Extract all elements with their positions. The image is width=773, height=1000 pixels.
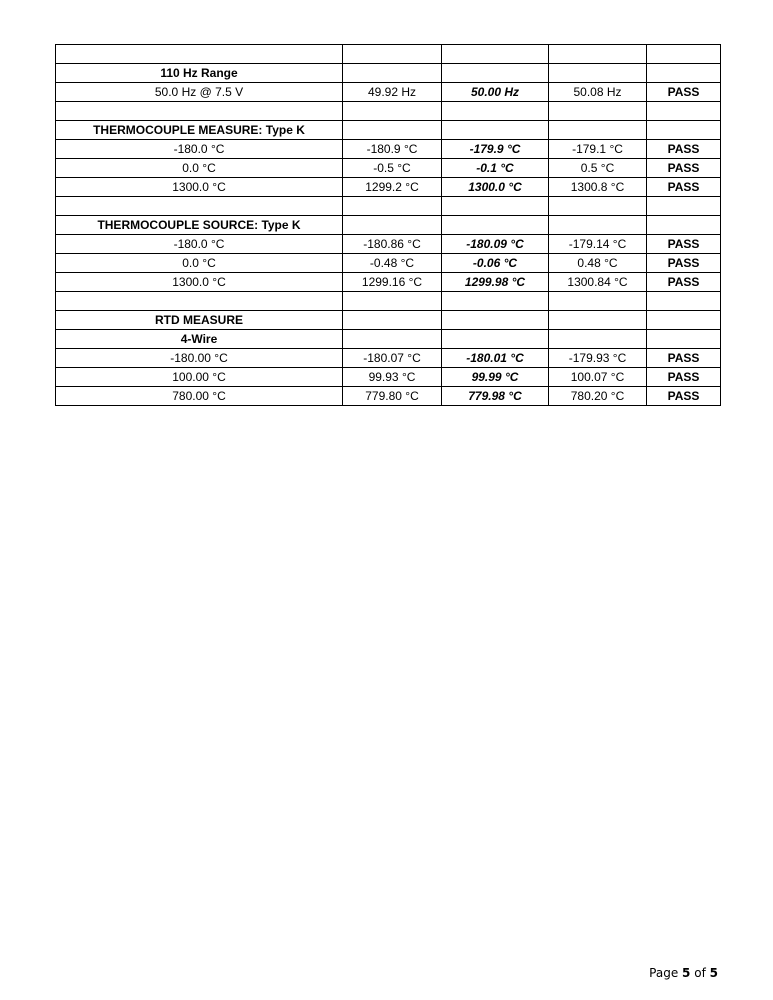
lower-limit-cell: -0.48 °C — [343, 254, 442, 273]
measured-value-cell: 99.99 °C — [442, 368, 549, 387]
test-point-cell — [56, 197, 343, 216]
blank-row — [56, 197, 721, 216]
upper-limit-cell: 50.08 Hz — [549, 83, 647, 102]
result-cell: PASS — [647, 387, 721, 406]
measured-value-cell: -180.01 °C — [442, 349, 549, 368]
table-row — [56, 235, 721, 254]
table-row — [56, 140, 721, 159]
measured-value-cell — [442, 311, 549, 330]
lower-limit-cell — [343, 102, 442, 121]
blank-row — [56, 102, 721, 121]
lower-limit-cell — [343, 197, 442, 216]
lower-limit-cell: 779.80 °C — [343, 387, 442, 406]
test-point-cell: 4-Wire — [56, 330, 343, 349]
result-cell: PASS — [647, 178, 721, 197]
current-page: 5 — [682, 966, 691, 980]
result-cell — [647, 216, 721, 235]
table-row — [56, 387, 721, 406]
upper-limit-cell: 1300.84 °C — [549, 273, 647, 292]
table-row — [56, 159, 721, 178]
result-cell — [647, 311, 721, 330]
upper-limit-cell — [549, 45, 647, 64]
measured-value-cell: 1299.98 °C — [442, 273, 549, 292]
result-cell: PASS — [647, 235, 721, 254]
lower-limit-cell — [343, 292, 442, 311]
test-point-cell: 0.0 °C — [56, 254, 343, 273]
page-number — [649, 966, 718, 980]
upper-limit-cell: 100.07 °C — [549, 368, 647, 387]
section-header-row — [56, 64, 721, 83]
lower-limit-cell: -180.9 °C — [343, 140, 442, 159]
measured-value-cell — [442, 45, 549, 64]
test-point-cell: THERMOCOUPLE MEASURE: Type K — [56, 121, 343, 140]
measured-value-cell — [442, 330, 549, 349]
upper-limit-cell: -179.93 °C — [549, 349, 647, 368]
test-point-cell — [56, 292, 343, 311]
result-cell — [647, 102, 721, 121]
test-point-cell: -180.0 °C — [56, 235, 343, 254]
lower-limit-cell — [343, 311, 442, 330]
result-cell: PASS — [647, 140, 721, 159]
lower-limit-cell: -0.5 °C — [343, 159, 442, 178]
measured-value-cell — [442, 216, 549, 235]
measured-value-cell — [442, 197, 549, 216]
upper-limit-cell — [549, 292, 647, 311]
section-header-row — [56, 311, 721, 330]
result-cell: PASS — [647, 349, 721, 368]
section-header-row — [56, 216, 721, 235]
test-point-cell: -180.00 °C — [56, 349, 343, 368]
test-point-cell — [56, 45, 343, 64]
test-point-cell: 1300.0 °C — [56, 273, 343, 292]
measured-value-cell: 779.98 °C — [442, 387, 549, 406]
measured-value-cell: -180.09 °C — [442, 235, 549, 254]
table-body — [56, 45, 721, 406]
upper-limit-cell: -179.1 °C — [549, 140, 647, 159]
table-row — [56, 83, 721, 102]
result-cell: PASS — [647, 159, 721, 178]
lower-limit-cell — [343, 330, 442, 349]
table-row — [56, 178, 721, 197]
measured-value-cell: -0.1 °C — [442, 159, 549, 178]
table-row — [56, 254, 721, 273]
table-row — [56, 349, 721, 368]
blank-row — [56, 292, 721, 311]
lower-limit-cell: 1299.2 °C — [343, 178, 442, 197]
result-cell: PASS — [647, 368, 721, 387]
of-word: of — [694, 966, 706, 980]
upper-limit-cell — [549, 102, 647, 121]
upper-limit-cell — [549, 197, 647, 216]
test-point-cell: 110 Hz Range — [56, 64, 343, 83]
result-cell: PASS — [647, 273, 721, 292]
test-point-cell: 100.00 °C — [56, 368, 343, 387]
upper-limit-cell: 1300.8 °C — [549, 178, 647, 197]
measured-value-cell — [442, 64, 549, 83]
total-pages: 5 — [709, 966, 718, 980]
lower-limit-cell: 99.93 °C — [343, 368, 442, 387]
upper-limit-cell — [549, 311, 647, 330]
measured-value-cell: -179.9 °C — [442, 140, 549, 159]
upper-limit-cell: -179.14 °C — [549, 235, 647, 254]
calibration-results-table — [55, 44, 721, 406]
result-cell — [647, 64, 721, 83]
measured-value-cell — [442, 121, 549, 140]
page-word: Page — [649, 966, 679, 980]
test-point-cell: 50.0 Hz @ 7.5 V — [56, 83, 343, 102]
test-point-cell: RTD MEASURE — [56, 311, 343, 330]
section-header-row — [56, 121, 721, 140]
test-point-cell — [56, 102, 343, 121]
upper-limit-cell — [549, 64, 647, 83]
test-point-cell: 780.00 °C — [56, 387, 343, 406]
upper-limit-cell — [549, 216, 647, 235]
lower-limit-cell — [343, 216, 442, 235]
result-cell — [647, 330, 721, 349]
upper-limit-cell: 0.48 °C — [549, 254, 647, 273]
lower-limit-cell: 1299.16 °C — [343, 273, 442, 292]
lower-limit-cell — [343, 121, 442, 140]
lower-limit-cell — [343, 64, 442, 83]
result-cell — [647, 45, 721, 64]
result-cell — [647, 121, 721, 140]
lower-limit-cell: -180.07 °C — [343, 349, 442, 368]
section-header-row — [56, 330, 721, 349]
lower-limit-cell — [343, 45, 442, 64]
table-row — [56, 368, 721, 387]
measured-value-cell — [442, 102, 549, 121]
lower-limit-cell: 49.92 Hz — [343, 83, 442, 102]
measured-value-cell: 50.00 Hz — [442, 83, 549, 102]
blank-row — [56, 45, 721, 64]
measured-value-cell: -0.06 °C — [442, 254, 549, 273]
result-cell: PASS — [647, 254, 721, 273]
test-point-cell: -180.0 °C — [56, 140, 343, 159]
test-point-cell: 0.0 °C — [56, 159, 343, 178]
measured-value-cell: 1300.0 °C — [442, 178, 549, 197]
upper-limit-cell — [549, 121, 647, 140]
upper-limit-cell — [549, 330, 647, 349]
result-cell — [647, 292, 721, 311]
upper-limit-cell: 0.5 °C — [549, 159, 647, 178]
test-point-cell: 1300.0 °C — [56, 178, 343, 197]
result-cell: PASS — [647, 83, 721, 102]
lower-limit-cell: -180.86 °C — [343, 235, 442, 254]
test-point-cell: THERMOCOUPLE SOURCE: Type K — [56, 216, 343, 235]
result-cell — [647, 197, 721, 216]
measured-value-cell — [442, 292, 549, 311]
table-row — [56, 273, 721, 292]
upper-limit-cell: 780.20 °C — [549, 387, 647, 406]
